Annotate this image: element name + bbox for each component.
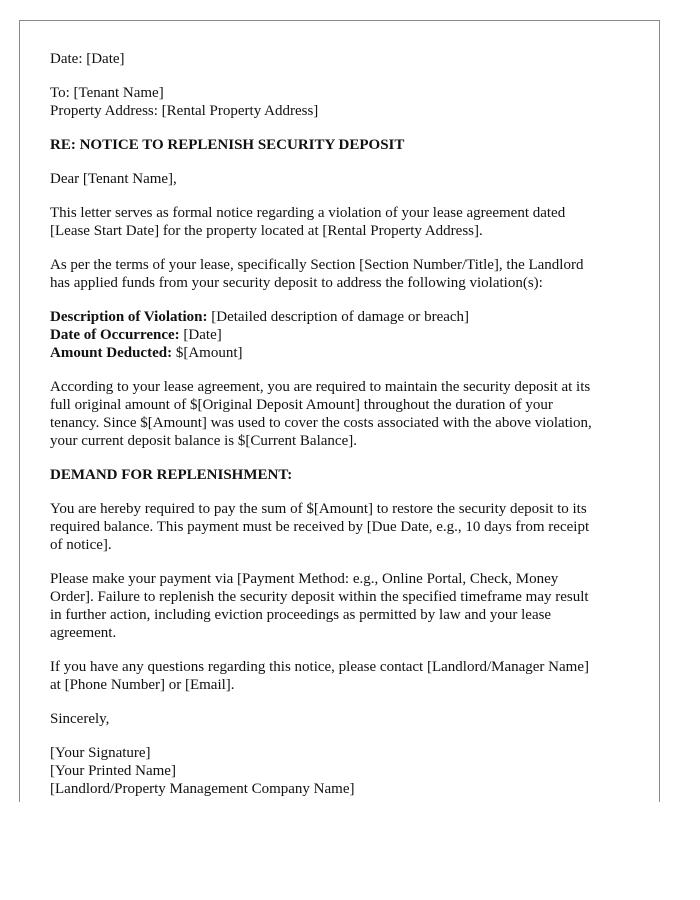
violation-date-row: [50, 326, 634, 344]
lease-terms-paragraph: [50, 256, 634, 292]
paragraph-line: your current deposit balance is $[Current Balance].: [50, 433, 357, 449]
signature-line: [Your Signature]: [50, 745, 151, 761]
violation-date-value: [Date]: [179, 327, 222, 343]
paragraph-line: [Lease Start Date] for the property located at [Rental Property Address].: [50, 223, 483, 239]
letter-page: [19, 20, 660, 802]
recipient-block: [50, 84, 634, 120]
paragraph-line: You are hereby required to pay the sum of $[Amount] to restore the security deposit to its: [50, 501, 587, 517]
demand-heading-text: DEMAND FOR REPLENISHMENT:: [50, 467, 293, 483]
salutation-text: Dear [Tenant Name],: [50, 171, 177, 187]
amount-deducted-label: Amount Deducted:: [50, 345, 173, 361]
property-address: Property Address: [Rental Property Address]: [50, 103, 319, 119]
paragraph-line: According to your lease agreement, you are required to maintain the security deposit at its: [50, 379, 591, 395]
company-name-line: [Landlord/Property Management Company Name]: [50, 781, 355, 797]
printed-name-line: [Your Printed Name]: [50, 763, 176, 779]
subject-text: RE: NOTICE TO REPLENISH SECURITY DEPOSIT: [50, 137, 405, 153]
subject-heading: [50, 136, 634, 154]
notice-paragraph: [50, 204, 634, 240]
signature-block: [50, 744, 634, 798]
violation-date-label: Date of Occurrence:: [50, 327, 180, 343]
date-line: [50, 50, 634, 68]
paragraph-line: Order]. Failure to replenish the security deposit within the specified timeframe may result: [50, 589, 589, 605]
paragraph-line: at [Phone Number] or [Email].: [50, 677, 235, 693]
paragraph-line: As per the terms of your lease, specifically Section [Section Number/Title], the Landlord: [50, 257, 584, 273]
demand-heading: [50, 466, 634, 484]
paragraph-line: has applied funds from your security deposit to address the following violation(s):: [50, 275, 543, 291]
deposit-paragraph: [50, 378, 634, 450]
closing: [50, 710, 634, 728]
closing-text: Sincerely,: [50, 711, 110, 727]
payment-paragraph: [50, 570, 634, 642]
paragraph-line: If you have any questions regarding this notice, please contact [Landlord/Manager Name]: [50, 659, 589, 675]
paragraph-line: This letter serves as formal notice regarding a violation of your lease agreement dated: [50, 205, 566, 221]
date-text: Date: [Date]: [50, 51, 125, 67]
violation-description-value: [Detailed description of damage or breach]: [207, 309, 470, 325]
demand-paragraph: [50, 500, 634, 554]
violation-details: [50, 308, 634, 362]
violation-description-label: Description of Violation:: [50, 309, 208, 325]
violation-description-row: [50, 308, 634, 326]
paragraph-line: Please make your payment via [Payment Method: e.g., Online Portal, Check, Money: [50, 571, 559, 587]
letter-body: [50, 50, 634, 814]
salutation: [50, 170, 634, 188]
recipient-name: To: [Tenant Name]: [50, 85, 164, 101]
paragraph-line: of notice].: [50, 537, 112, 553]
paragraph-line: tenancy. Since $[Amount] was used to cover the costs associated with the above violation,: [50, 415, 592, 431]
amount-deducted-row: [50, 344, 634, 362]
contact-paragraph: [50, 658, 634, 694]
paragraph-line: full original amount of $[Original Deposit Amount] throughout the duration of your: [50, 397, 553, 413]
amount-deducted-value: $[Amount]: [172, 345, 243, 361]
paragraph-line: in further action, including eviction proceedings as permitted by law and your lease: [50, 607, 552, 623]
paragraph-line: required balance. This payment must be received by [Due Date, e.g., 10 days from receipt: [50, 519, 590, 535]
paragraph-line: agreement.: [50, 625, 117, 641]
